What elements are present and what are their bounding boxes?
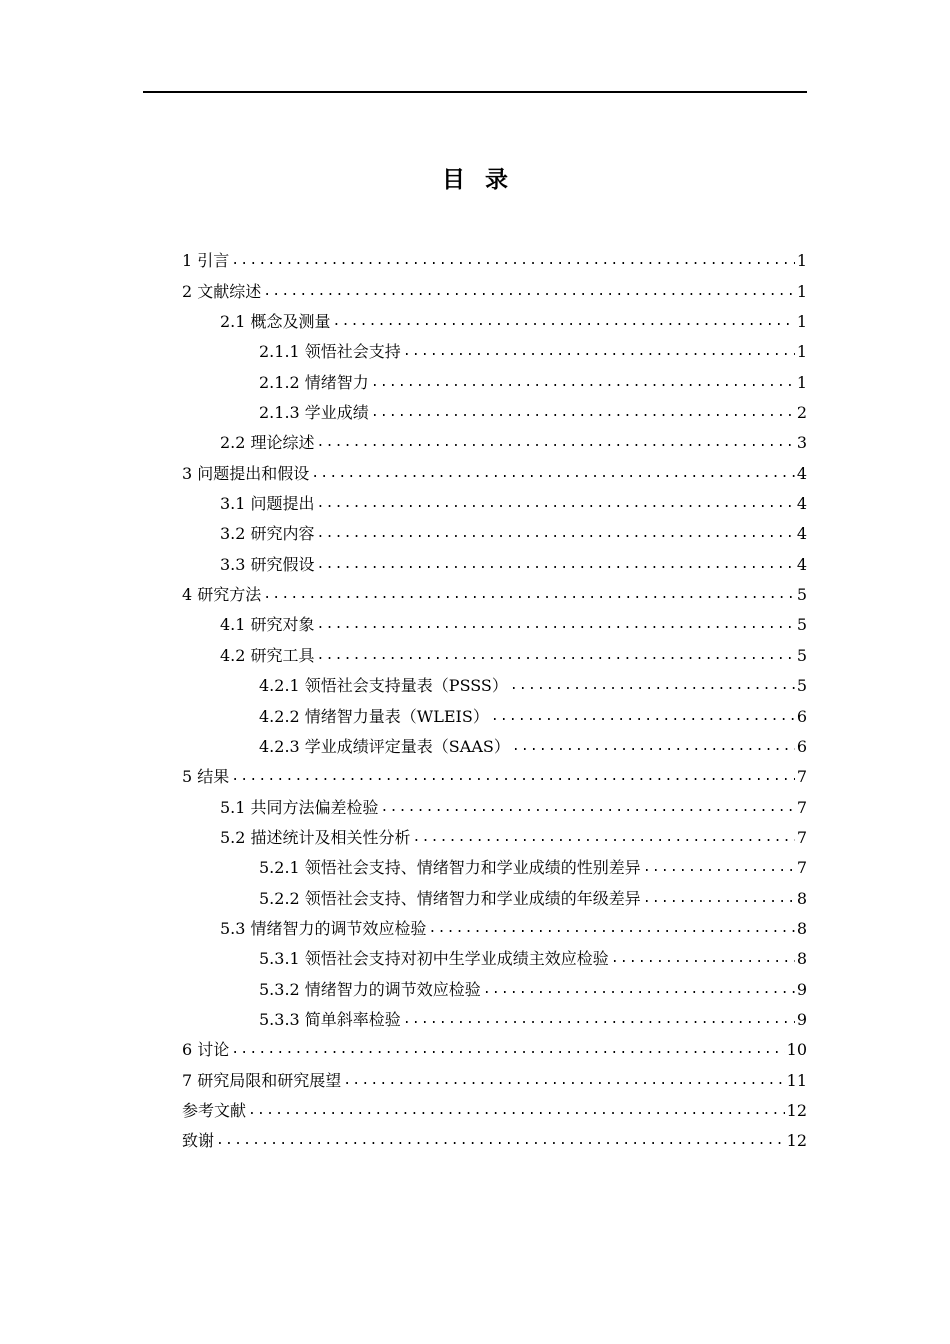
toc-entry-label: 3.1 问题提出 (220, 494, 315, 514)
toc-entry-page-number: 1 (796, 281, 807, 301)
toc-entry[interactable] (182, 484, 807, 514)
toc-entry[interactable] (182, 787, 807, 817)
toc-entry-page-number: 10 (786, 1040, 807, 1060)
toc-entry-label: 2.1.2 情绪智力 (259, 372, 369, 392)
toc-dot-leader (317, 433, 795, 453)
toc-entry-page-number: 5 (796, 676, 807, 696)
toc-entry-label: 4.2 研究工具 (220, 645, 315, 665)
toc-entry[interactable] (182, 727, 807, 757)
table-of-contents (182, 241, 807, 1151)
toc-entry[interactable] (182, 575, 807, 605)
toc-dot-leader (512, 737, 795, 757)
toc-dot-leader (611, 949, 795, 969)
toc-dot-leader (317, 524, 795, 544)
toc-entry-label: 3.3 研究假设 (220, 554, 315, 574)
toc-entry[interactable] (182, 605, 807, 635)
toc-entry-label: 4 研究方法 (182, 585, 262, 605)
toc-entry[interactable] (182, 544, 807, 574)
toc-entry-page-number: 8 (796, 888, 807, 908)
toc-entry[interactable] (182, 302, 807, 332)
toc-dot-leader (231, 1040, 784, 1060)
toc-entry-page-number: 3 (796, 433, 807, 453)
toc-entry-page-number: 7 (796, 797, 807, 817)
toc-entry[interactable] (182, 362, 807, 392)
toc-entry-label: 7 研究局限和研究展望 (182, 1070, 342, 1090)
toc-entry-page-number: 5 (796, 585, 807, 605)
toc-entry-page-number: 12 (786, 1131, 807, 1151)
toc-entry-label: 4.2.3 学业成绩评定量表（SAAS） (259, 736, 510, 756)
toc-entry[interactable] (182, 241, 807, 271)
toc-entry-label: 1 引言 (182, 251, 230, 271)
toc-dot-leader (643, 858, 795, 878)
toc-entry-label: 5.1 共同方法偏差检验 (220, 797, 379, 817)
toc-entry-page-number: 1 (796, 312, 807, 332)
toc-entry[interactable] (182, 696, 807, 726)
toc-entry-page-number: 8 (796, 949, 807, 969)
toc-entry-label: 4.2.1 领悟社会支持量表（PSSS） (259, 676, 508, 696)
toc-entry-page-number: 11 (786, 1070, 807, 1090)
toc-entry-label: 2.1.1 领悟社会支持 (259, 342, 401, 362)
toc-entry-label: 4.2.2 情绪智力量表（WLEIS） (259, 706, 489, 726)
toc-entry-page-number: 12 (786, 1100, 807, 1120)
toc-dot-leader (429, 919, 795, 939)
toc-entry[interactable] (182, 969, 807, 999)
toc-dot-leader (317, 555, 795, 575)
toc-entry[interactable] (182, 939, 807, 969)
toc-dot-leader (403, 342, 795, 362)
toc-entry[interactable] (182, 453, 807, 483)
toc-dot-leader (403, 1010, 795, 1030)
toc-entry-page-number: 4 (796, 554, 807, 574)
toc-entry[interactable] (182, 514, 807, 544)
toc-entry[interactable] (182, 848, 807, 878)
toc-dot-leader (248, 1101, 785, 1121)
toc-entry[interactable] (182, 878, 807, 908)
toc-entry-page-number: 7 (796, 767, 807, 787)
toc-entry-page-number: 9 (796, 979, 807, 999)
toc-entry-label: 3 问题提出和假设 (182, 463, 310, 483)
toc-entry[interactable] (182, 666, 807, 696)
toc-entry-page-number: 4 (796, 524, 807, 544)
toc-entry[interactable] (182, 818, 807, 848)
toc-dot-leader (317, 646, 795, 666)
toc-entry-page-number: 7 (796, 827, 807, 847)
toc-entry-label: 3.2 研究内容 (220, 524, 315, 544)
toc-entry-label: 2.2 理论综述 (220, 433, 315, 453)
toc-dot-leader (343, 1071, 784, 1091)
toc-entry-page-number: 5 (796, 615, 807, 635)
toc-entry-page-number: 8 (796, 918, 807, 938)
toc-dot-leader (371, 373, 795, 393)
toc-dot-leader (491, 707, 795, 727)
toc-entry[interactable] (182, 332, 807, 362)
toc-dot-leader (643, 889, 795, 909)
toc-entry[interactable] (182, 635, 807, 665)
toc-entry-page-number: 9 (796, 1009, 807, 1029)
toc-dot-leader (381, 798, 795, 818)
toc-entry-label: 5.3.3 简单斜率检验 (259, 1009, 401, 1029)
toc-dot-leader (510, 676, 795, 696)
toc-dot-leader (216, 1131, 785, 1151)
toc-entry-label: 5 结果 (182, 767, 230, 787)
toc-entry-label: 4.1 研究对象 (220, 615, 315, 635)
toc-entry-page-number: 4 (796, 463, 807, 483)
toc-entry-label: 5.2.2 领悟社会支持、情绪智力和学业成绩的年级差异 (259, 888, 641, 908)
header-rule (143, 91, 807, 93)
toc-entry-page-number: 1 (796, 251, 807, 271)
toc-dot-leader (333, 312, 795, 332)
toc-entry-label: 2.1.3 学业成绩 (259, 403, 369, 423)
toc-dot-leader (311, 464, 795, 484)
toc-dot-leader (263, 282, 795, 302)
toc-entry-label: 5.3.1 领悟社会支持对初中生学业成绩主效应检验 (259, 949, 609, 969)
page-title: 目录 (442, 167, 528, 193)
toc-dot-leader (231, 767, 795, 787)
toc-dot-leader (413, 828, 795, 848)
toc-entry-page-number: 5 (796, 645, 807, 665)
toc-entry-label: 5.2 描述统计及相关性分析 (220, 827, 411, 847)
toc-entry-label: 2 文献综述 (182, 281, 262, 301)
toc-entry[interactable] (182, 271, 807, 301)
toc-entry-label: 6 讨论 (182, 1040, 230, 1060)
toc-entry[interactable] (182, 909, 807, 939)
toc-entry[interactable] (182, 1121, 807, 1151)
toc-dot-leader (317, 615, 795, 635)
toc-entry-page-number: 4 (796, 494, 807, 514)
toc-entry-page-number: 6 (796, 736, 807, 756)
toc-entry[interactable] (182, 1030, 807, 1060)
toc-entry-label: 2.1 概念及测量 (220, 312, 331, 332)
toc-entry-page-number: 1 (796, 372, 807, 392)
toc-entry-label: 参考文献 (182, 1100, 247, 1120)
toc-entry-page-number: 7 (796, 858, 807, 878)
toc-entry[interactable] (182, 1000, 807, 1030)
toc-dot-leader (231, 251, 795, 271)
toc-entry[interactable] (182, 423, 807, 453)
toc-entry-page-number: 1 (796, 342, 807, 362)
toc-dot-leader (317, 494, 795, 514)
toc-entry[interactable] (182, 757, 807, 787)
toc-entry-label: 5.3 情绪智力的调节效应检验 (220, 918, 427, 938)
toc-entry[interactable] (182, 393, 807, 423)
toc-entry[interactable] (182, 1091, 807, 1121)
toc-entry-label: 致谢 (182, 1131, 215, 1151)
toc-entry-label: 5.2.1 领悟社会支持、情绪智力和学业成绩的性别差异 (259, 858, 641, 878)
toc-entry-page-number: 6 (796, 706, 807, 726)
toc-entry-page-number: 2 (796, 403, 807, 423)
toc-dot-leader (371, 403, 795, 423)
toc-dot-leader (483, 980, 795, 1000)
toc-entry-label: 5.3.2 情绪智力的调节效应检验 (259, 979, 481, 999)
toc-dot-leader (263, 585, 795, 605)
toc-entry[interactable] (182, 1060, 807, 1090)
